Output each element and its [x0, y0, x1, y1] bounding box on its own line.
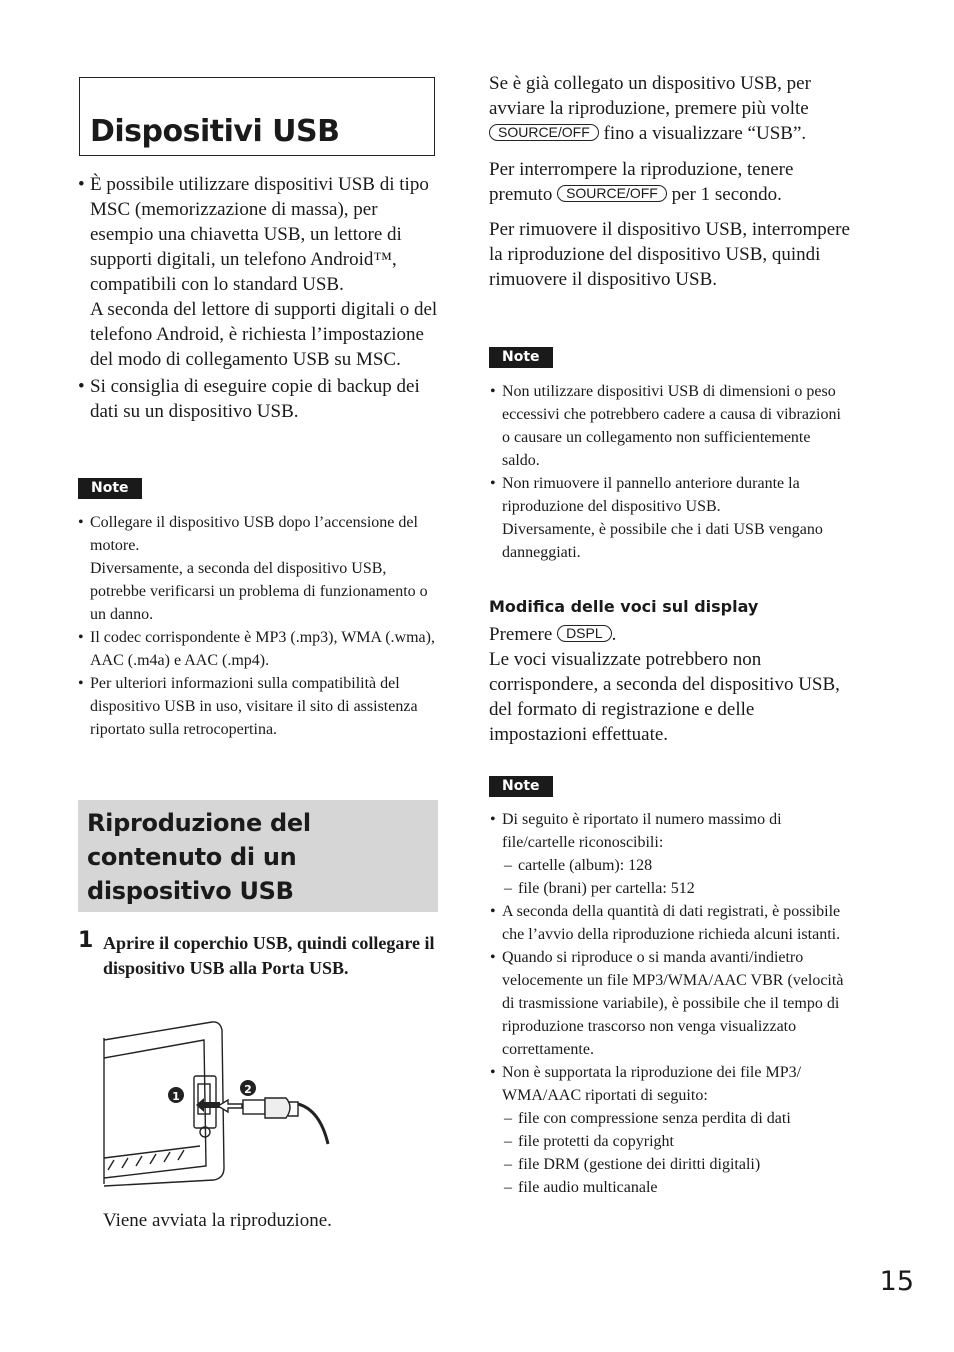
- note-label: Note: [489, 347, 553, 368]
- callout-2: [240, 1080, 256, 1096]
- section-title: Dispositivi USB: [90, 114, 340, 149]
- section-heading: Riproduzione del contenuto di un dispositivo USB: [87, 809, 311, 905]
- list-item: [90, 672, 435, 741]
- step-number: 1: [78, 928, 94, 953]
- intro-list: [90, 172, 440, 424]
- list-item: [90, 511, 435, 626]
- paragraph: È possibile utilizzare dispositivi USB di tipo MSC (memorizzazione di massa), per esempio una chiavetta USB, un lettore di supporti digitali, un telefono Android™, compatibili con lo standard USB.: [90, 174, 429, 295]
- svg-text:2: 2: [244, 1083, 252, 1096]
- notes-list: [502, 808, 854, 1199]
- svg-text:1: 1: [172, 1090, 180, 1103]
- list-item: [90, 172, 440, 372]
- note-text: Diversamente, a seconda del dispositivo USB, potrebbe verificarsi un problema di funzionamento o un danno.: [90, 560, 428, 623]
- sub-list-item: – cartelle (album): 128: [518, 854, 854, 877]
- notes-list: [502, 380, 852, 564]
- paragraph: Le voci visualizzate potrebbero non corrispondere, a seconda del dispositivo USB, del formato di registrazione e delle impostazioni effettuate.: [489, 649, 840, 745]
- subheading: Modifica delle voci sul display: [489, 597, 759, 616]
- sub-list-item: – file (brani) per cartella: 512: [518, 877, 854, 900]
- list-item: • Quando si riproduce o si manda avanti/indietro velocemente un file MP3/WMA/AAC VBR (velocità di trasmissione variabile), è possibile che il tempo di riproduzione trascorso non venga visualizzato correttamente.: [502, 946, 854, 1061]
- sub-list-item: – file audio multicanale: [518, 1176, 854, 1199]
- list-item: • A seconda della quantità di dati registrati, è possibile che l’avvio della riproduzione richieda alcuni istanti.: [502, 900, 854, 946]
- list-item: [502, 472, 852, 564]
- paragraph: A seconda del lettore di supporti digitali o del telefono Android, è richiesta l’impostazione del modo di collegamento USB su MSC.: [90, 299, 438, 370]
- notes-list: [90, 511, 435, 741]
- sub-list-item: – file con compressione senza perdita di dati: [518, 1107, 854, 1130]
- list-item: [90, 374, 440, 424]
- list-item: [90, 626, 435, 672]
- sub-list-item: – file protetti da copyright: [518, 1130, 854, 1153]
- source-off-button: SOURCE/OFF: [489, 124, 599, 141]
- paragraph: Per interrompere la riproduzione, tenere premuto SOURCE/OFF per 1 secondo.: [489, 159, 794, 205]
- press-line: Premere DSPL .: [489, 624, 617, 645]
- list-item: • Non è supportata la riproduzione dei file MP3/ WMA/AAC riportati di seguito: – file con compressione senza perdita di dati – file protetti da copyright – file DRM (gestione dei diritti digitali) – file audio multicanale: [502, 1061, 854, 1199]
- note-text: Il codec corrispondente è MP3 (.mp3), WMA (.wma), AAC (.m4a) e AAC (.mp4).: [90, 629, 435, 669]
- note-label: Note: [78, 478, 142, 499]
- note-text: Per ulteriori informazioni sulla compatibilità del dispositivo USB in uso, visitare il sito di assistenza riportato sulla retrocopertina.: [90, 675, 418, 738]
- callout-1: [168, 1087, 184, 1103]
- dspl-button: DSPL: [557, 625, 612, 642]
- paragraph: Si consiglia di eseguire copie di backup dei dati su un dispositivo USB.: [90, 376, 420, 422]
- note-text: Non rimuovere il pannello anteriore durante la riproduzione del dispositivo USB.: [502, 475, 800, 515]
- source-off-button: SOURCE/OFF: [557, 185, 667, 202]
- device-drawing: [100, 1018, 332, 1188]
- step-text: Aprire il coperchio USB, quindi collegare il dispositivo USB alla Porta USB.: [103, 933, 435, 978]
- note-text: Diversamente, è possibile che i dati USB vengano danneggiati.: [502, 521, 823, 561]
- list-item: • Di seguito è riportato il numero massimo di file/cartelle riconoscibili: – cartelle (album): 128 – file (brani) per cartella: 512: [502, 808, 854, 900]
- section-heading-box: [78, 800, 438, 912]
- note-text: Non utilizzare dispositivi USB di dimensioni o peso eccessivi che potrebbero cadere a causa di vibrazioni o causare un collegamento non sufficientemente saldo.: [502, 383, 841, 469]
- note-text: Collegare il dispositivo USB dopo l’accensione del motore.: [90, 514, 418, 554]
- note-label: Note: [489, 776, 553, 797]
- sub-list-item: – file DRM (gestione dei diritti digitali): [518, 1153, 854, 1176]
- list-item: [502, 380, 852, 472]
- page-number: 15: [879, 1266, 914, 1297]
- usb-connection-illustration: [100, 1018, 332, 1188]
- result-text: Viene avviata la riproduzione.: [103, 1210, 332, 1231]
- section-title-box: [79, 77, 435, 156]
- paragraph: Per rimuovere il dispositivo USB, interrompere la riproduzione del dispositivo USB, quindi rimuovere il dispositivo USB.: [489, 219, 850, 290]
- paragraph: Se è già collegato un dispositivo USB, per avviare la riproduzione, premere più volte SOURCE/OFF fino a visualizzare “USB”.: [489, 73, 811, 144]
